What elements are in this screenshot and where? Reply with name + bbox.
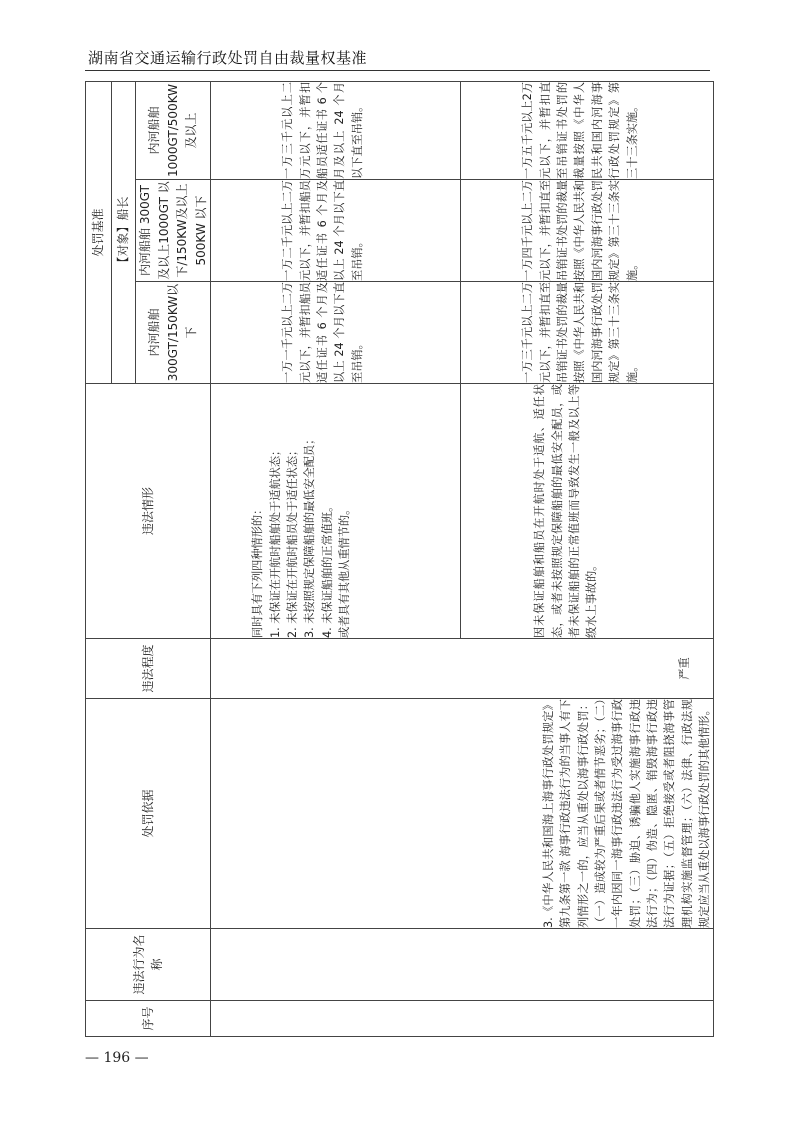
header-tier2: 内河船舶 300GT 及以上1000GT 以下/150KW及以上 500KW 以下 bbox=[136, 180, 211, 282]
header-name: 违法行为名称 bbox=[86, 929, 211, 1001]
row2-tier1-cell bbox=[461, 282, 714, 384]
row1-situation-cell bbox=[211, 384, 461, 639]
name-cell bbox=[211, 929, 714, 1001]
row1-tier1-cell bbox=[211, 282, 461, 384]
degree-cell bbox=[211, 639, 714, 699]
degree-label: 严重 bbox=[678, 657, 692, 680]
row1-tier3-cell bbox=[211, 81, 461, 179]
row2-tier3-cell bbox=[461, 81, 714, 179]
row1-situation-item-1: 1. 未保证在开航时船舶处于适航状态； bbox=[268, 444, 282, 638]
row1-situation-intro: 同时具有下列四种情形的： bbox=[251, 503, 265, 638]
row1-situation-item-4: 4. 未保证船舶的正常值班。 bbox=[320, 500, 334, 638]
basis-cell: 3.《中华人民共和国海上海事行政处罚规定》第九条第一款 海事行政违法行为的当事人有下列情形之一的，应当从重处以海事行政处罚：（一）造成较为严重后果或者情节恶劣；（二）一年内因同一海事行政违法行为受过海事行政处罚；（三）胁迫、诱骗他人实施海事行政违法行为；（四）伪造、隐匿、销毁海事行政违法行为证据；（五）拒绝接受或者阻挠海事管理机构实施监督管理；（六）法律、行政法规规定应当从重处以海事行政处罚的其他情形。 bbox=[211, 699, 714, 929]
header-basis: 处罚依据 bbox=[86, 699, 211, 929]
header-standard: 处罚基准 bbox=[86, 81, 112, 383]
header-tier3: 内河船舶1000GT/500KW及以上 bbox=[136, 81, 211, 179]
row2-tier1-text: 一万三千元以上二万元以下，并暂扣直至吊销证书处罚的裁量按照《中华人民共和国内河海事行政处罚规定》第三十三条实施。 bbox=[521, 282, 639, 383]
row1-situation-tail: 或者具有其他从重情节的。 bbox=[338, 503, 352, 638]
header-rule bbox=[85, 70, 710, 71]
header-degree: 违法程度 bbox=[86, 639, 211, 699]
header-seq: 序号 bbox=[86, 1001, 211, 1037]
header-situation: 违法情形 bbox=[86, 384, 211, 639]
running-header: 湖南省交通运输行政处罚自由裁量权基准 bbox=[88, 49, 368, 67]
penalty-standard-table bbox=[85, 81, 714, 1037]
header-tier1: 内河船舶300GT/150KW以下 bbox=[136, 282, 211, 384]
row2-tier2-text: 一万四千元以上二万元以下，并暂扣直至吊销证书处罚的裁量按照《中华人民共和国内河海事行政处罚规定》第三十三条实施。 bbox=[521, 180, 639, 281]
row1-tier2-cell bbox=[211, 180, 461, 282]
header-target: 【对象】船长 bbox=[112, 81, 136, 383]
seq-cell bbox=[211, 1001, 714, 1037]
row2-tier3-text: 一万五千元以上2万元以下，并暂扣直至吊销证书处罚的裁量按照《中华人民共和国内河海事行政处罚规定》第三十三条实施。 bbox=[521, 81, 639, 179]
rotated-table-frame bbox=[85, 82, 710, 1037]
row2-tier2-cell bbox=[461, 180, 714, 282]
row2-situation-cell bbox=[461, 384, 714, 639]
row2-situation-text: 因未保证船舶和船员在开航时处于适航、适任状态，或者未按照规定保障船舶的最低安全配员，或者未保证船舶的正常值班而导致发生一般及以上等级水上事故的。 bbox=[533, 384, 599, 638]
row1-tier3-text: 一万三千元以上二万元以下，并暂扣船员适任证书 6 个月及以上 24 个月以下直至吊销。 bbox=[281, 81, 364, 179]
row1-situation-item-3: 3. 未按照规定保障船舶的最低安全配员； bbox=[303, 433, 317, 638]
row1-tier1-text: 一万一千元以上二万元以下，并暂扣船员适任证书 6 个月及以上 24 个月以下直至吊销。 bbox=[281, 282, 364, 383]
page-number: — 196 — bbox=[85, 1050, 149, 1066]
row1-situation-item-2: 2. 未保证在开航时船员处于适任状态； bbox=[286, 444, 300, 638]
row1-tier2-text: 一万二千元以上二万元以下，并暂扣船员适任证书 6 个月及以上 24 个月以下直至吊销。 bbox=[281, 180, 364, 281]
